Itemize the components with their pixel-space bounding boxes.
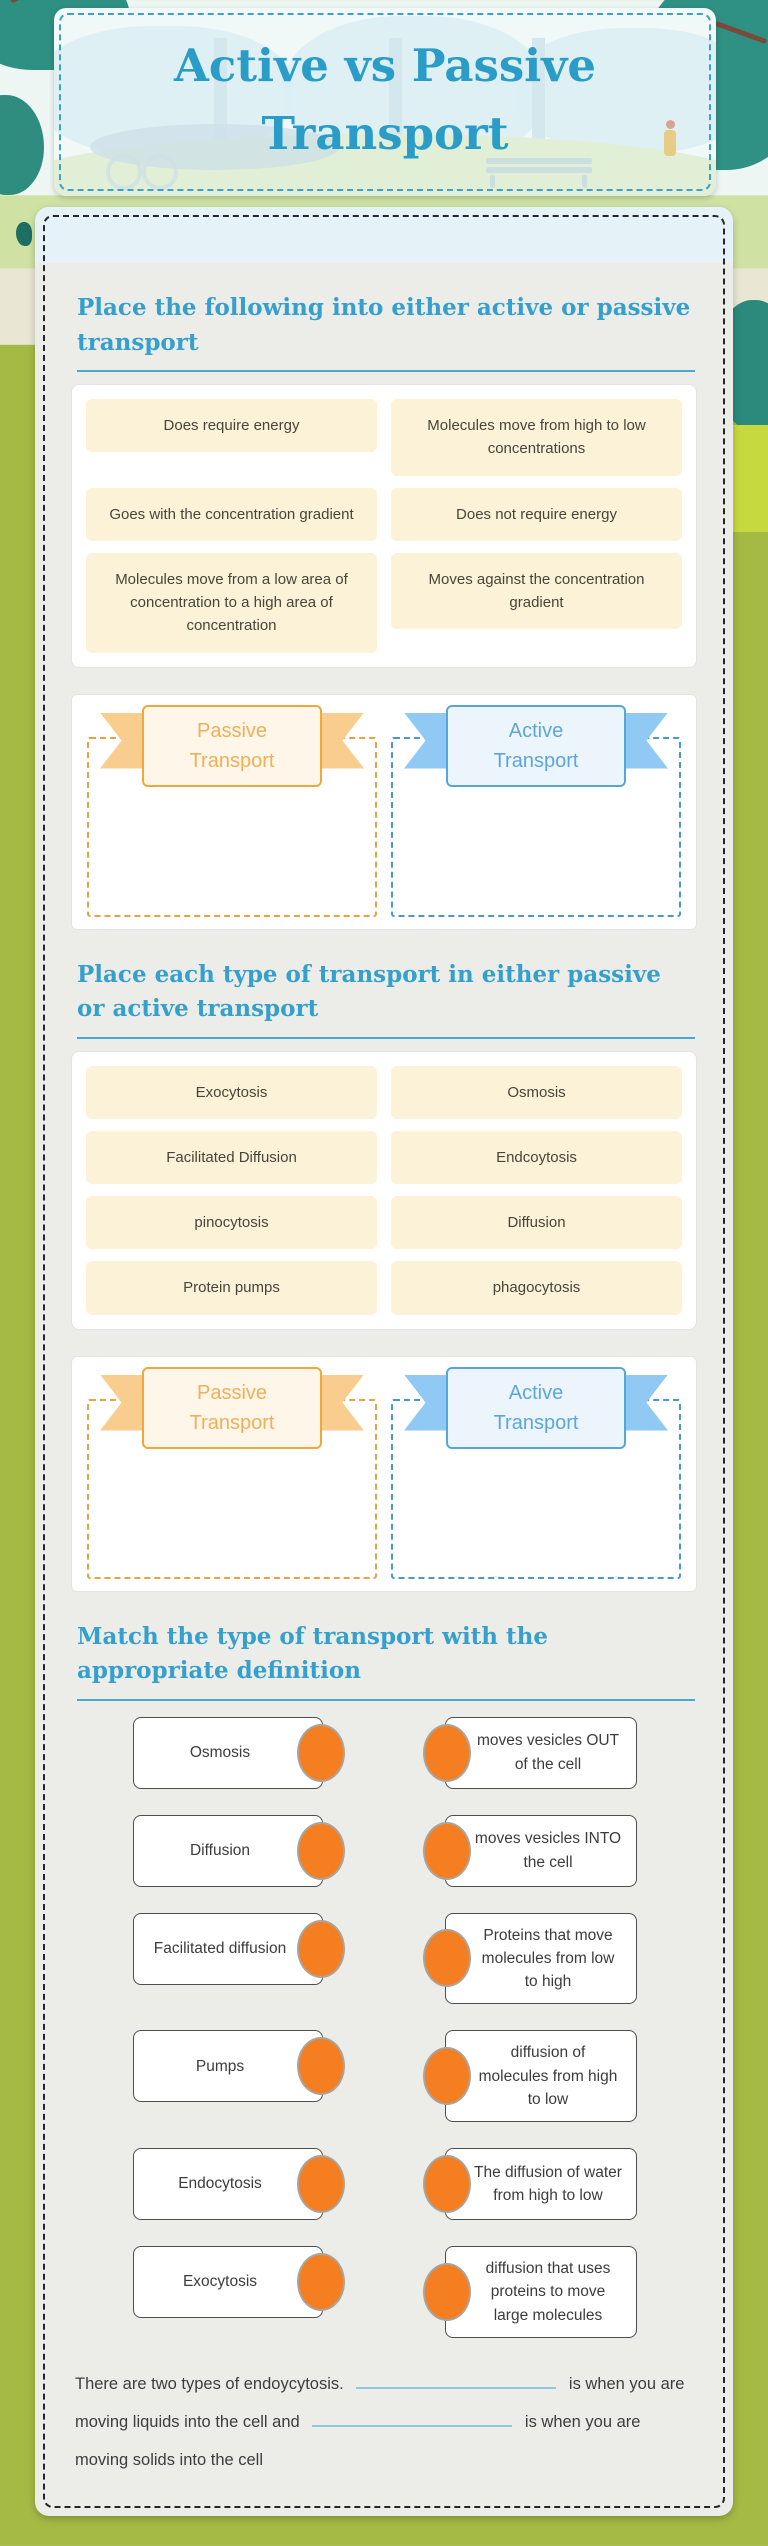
worksheet-content: [35, 207, 733, 2480]
match-definition-label: moves vesicles INTO the cell: [474, 1830, 622, 1871]
match-term-box: [133, 2246, 323, 2318]
passive-transport-ribbon: [100, 705, 364, 787]
drag-item[interactable]: phagocytosis: [391, 1261, 682, 1314]
match-definition-box: [445, 2030, 637, 2122]
match-connector-dot[interactable]: [423, 2263, 471, 2321]
match-definition-label: moves vesicles OUT of the cell: [476, 1732, 620, 1773]
matching-area: [71, 1717, 697, 2338]
fill-blank-input-1[interactable]: [356, 2370, 556, 2389]
match-connector-dot[interactable]: [423, 2155, 471, 2213]
active-column: [384, 705, 688, 917]
match-definition-box: [445, 2246, 637, 2338]
worksheet-panel: [35, 207, 733, 2516]
match-connector-dot[interactable]: [297, 1920, 345, 1978]
match-connector-dot[interactable]: [423, 1929, 471, 1987]
match-row: [133, 1913, 697, 2005]
match-connector-dot[interactable]: [297, 1822, 345, 1880]
match-term-label: Exocytosis: [182, 2273, 258, 2291]
drag-item[interactable]: Molecules move from a low area of concentration to a high area of concentration: [86, 553, 377, 653]
match-term-box: [133, 2030, 323, 2102]
match-connector-dot[interactable]: [297, 1724, 345, 1782]
section1-heading: Place the following into either active or passive transport: [77, 294, 691, 356]
header-card: [54, 8, 716, 196]
match-term-label: Facilitated diffusion: [153, 1939, 287, 1957]
match-definition-label: Proteins that move molecules from low to high: [481, 1926, 615, 1990]
match-definition-box: [445, 1717, 637, 1789]
match-term-label: Diffusion: [189, 1841, 251, 1859]
drag-item[interactable]: Moves against the concentration gradient: [391, 553, 682, 630]
match-term-box: [133, 1815, 323, 1887]
drag-item[interactable]: Endcoytosis: [391, 1131, 682, 1184]
drag-item[interactable]: pinocytosis: [86, 1196, 377, 1249]
match-connector-dot[interactable]: [423, 2047, 471, 2105]
passive-column: [80, 705, 384, 917]
active-transport-ribbon: [404, 705, 668, 787]
section3-heading-rule: [77, 1699, 695, 1701]
match-term-label: Osmosis: [189, 1743, 251, 1761]
drag-item[interactable]: Facilitated Diffusion: [86, 1131, 377, 1184]
match-definition-box: [445, 1815, 637, 1887]
match-connector-dot[interactable]: [297, 2037, 345, 2095]
drag-item[interactable]: Osmosis: [391, 1066, 682, 1119]
section1-category-card: [71, 694, 697, 930]
match-connector-dot[interactable]: [423, 1724, 471, 1782]
active-transport-label: Active Transport: [446, 705, 626, 787]
match-connector-dot[interactable]: [297, 2155, 345, 2213]
match-connector-dot[interactable]: [297, 2253, 345, 2311]
match-row: [133, 2246, 697, 2338]
match-term-label: Pumps: [195, 2057, 245, 2075]
active-column: [384, 1367, 688, 1579]
drag-item[interactable]: Molecules move from high to low concentrations: [391, 399, 682, 476]
tree-branch: [10, 0, 66, 3]
tree-branch: [715, 21, 767, 44]
drag-item[interactable]: Does not require energy: [391, 488, 682, 541]
fill-text-2: is when you are moving liquids into the cell and: [75, 2374, 685, 2431]
match-row: [133, 1815, 697, 1887]
match-definition-box: [445, 1913, 637, 2005]
match-row: [133, 1717, 697, 1789]
match-definition-label: diffusion of molecules from high to low: [478, 2044, 618, 2108]
passive-transport-label: Passive Transport: [142, 1367, 322, 1449]
match-term-label: Endocytosis: [178, 2175, 262, 2193]
section1-heading-rule: [77, 370, 695, 372]
match-row: [133, 2030, 697, 2122]
match-connector-dot[interactable]: [423, 1822, 471, 1880]
fill-text-3: is when you are moving solids into the cell: [75, 2412, 641, 2469]
match-term-box: [133, 2148, 323, 2220]
section3-heading: Match the type of transport with the appropriate definition: [77, 1622, 549, 1684]
fill-in-blank-question: [75, 2366, 691, 2480]
section2-category-card: [71, 1356, 697, 1592]
section2-heading-rule: [77, 1037, 695, 1039]
active-transport-ribbon: [404, 1367, 668, 1449]
passive-transport-ribbon: [100, 1367, 364, 1449]
match-row: [133, 2148, 697, 2220]
background-bush-left: [0, 95, 44, 195]
active-transport-label: Active Transport: [446, 1367, 626, 1449]
passive-column: [80, 1367, 384, 1579]
match-term-box: [133, 1717, 323, 1789]
fill-blank-input-2[interactable]: [312, 2408, 512, 2427]
match-definition-label: The diffusion of water from high to low: [474, 2163, 622, 2204]
drag-item[interactable]: Goes with the concentration gradient: [86, 488, 377, 541]
drag-item[interactable]: Protein pumps: [86, 1261, 377, 1314]
background-plant: [16, 222, 32, 246]
drag-item[interactable]: Does require energy: [86, 399, 377, 452]
page-title: Active vs Passive Transport: [173, 39, 597, 161]
match-term-box: [133, 1913, 323, 1985]
match-definition-label: diffusion that uses proteins to move large molecules: [485, 2260, 611, 2324]
section2-word-bank: [71, 1051, 697, 1330]
drag-item[interactable]: Diffusion: [391, 1196, 682, 1249]
section2-heading: Place each type of transport in either passive or active transport: [77, 960, 661, 1022]
drag-item[interactable]: Exocytosis: [86, 1066, 377, 1119]
match-definition-box: [445, 2148, 637, 2220]
section1-word-bank: [71, 384, 697, 668]
passive-transport-label: Passive Transport: [142, 705, 322, 787]
fill-text-1: There are two types of endoycytosis.: [75, 2374, 344, 2393]
